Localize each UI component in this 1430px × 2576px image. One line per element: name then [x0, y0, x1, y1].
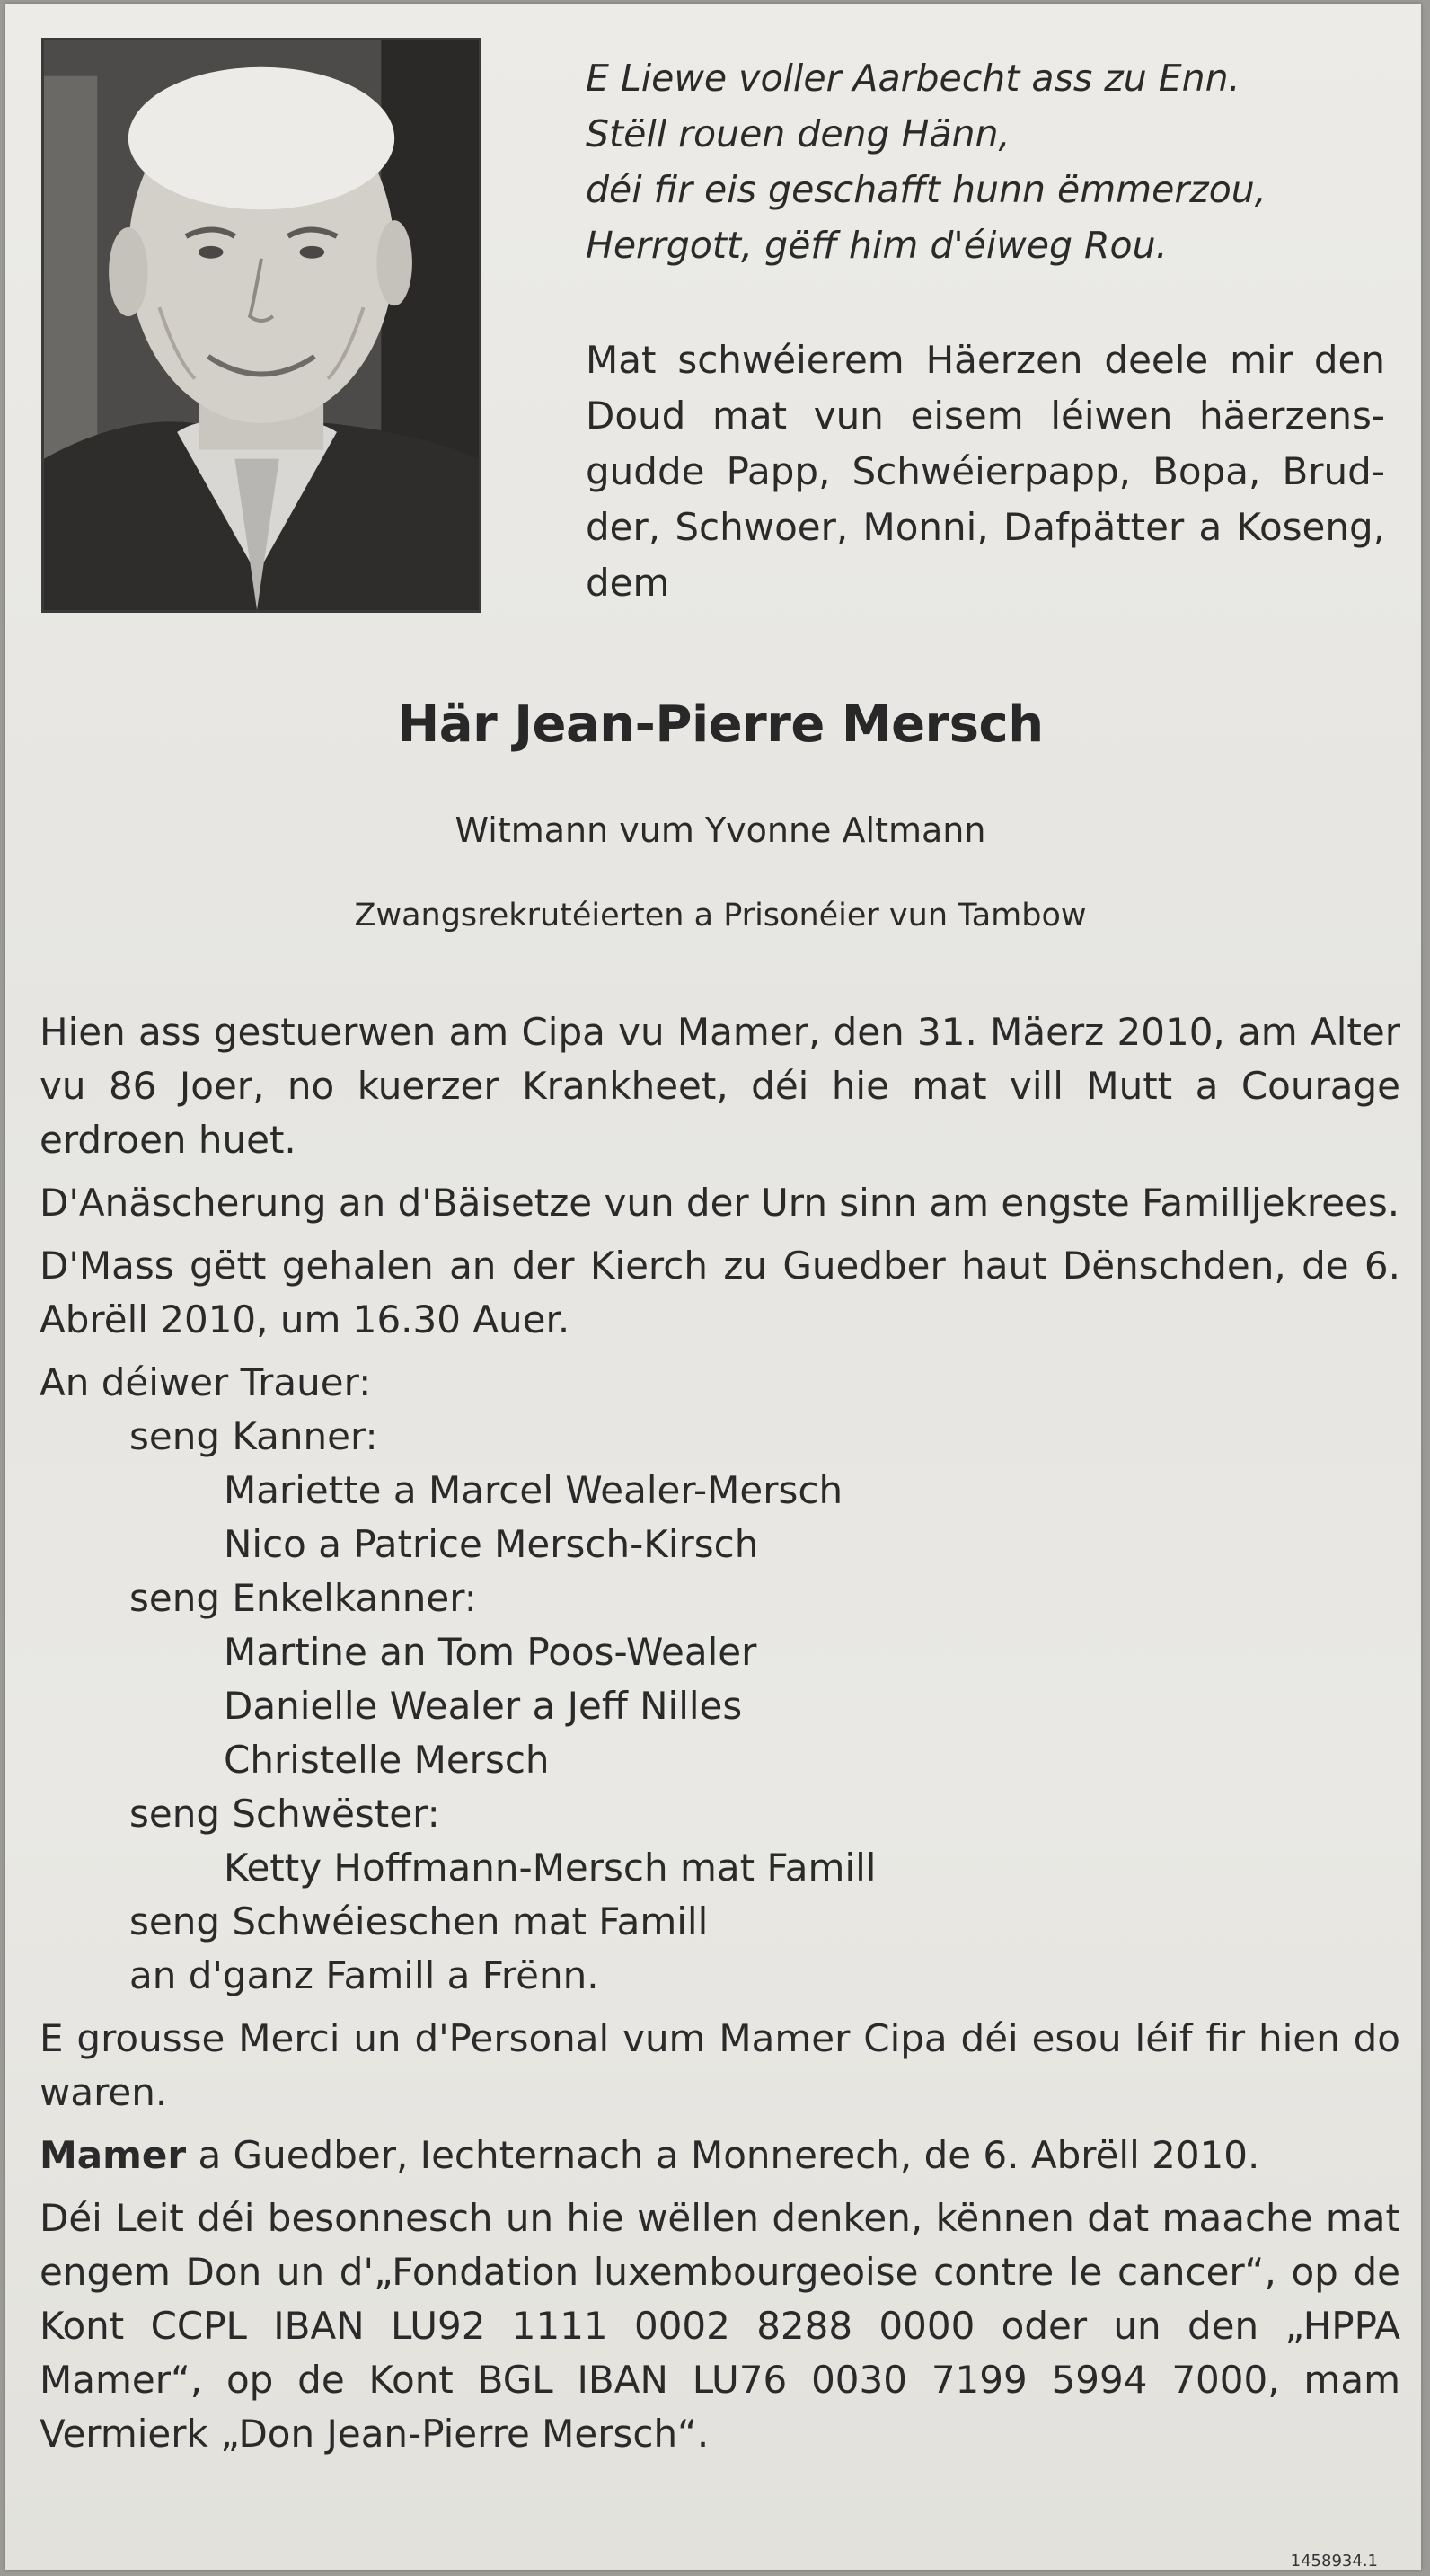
- place-bold: Mamer: [40, 2133, 187, 2177]
- notice-body: [40, 1005, 1400, 2470]
- thanks-paragraph: E grousse Merci un d'Personal vum Mamer Cipa déi esou léif fir hien do waren.: [40, 2016, 1400, 2114]
- place-date-line: [40, 2129, 1400, 2182]
- deceased-name: Här Jean-Pierre Mersch: [397, 695, 1044, 754]
- mass-paragraph: D'Mass gëtt gehalen an der Kierch zu Guedber haut Dënschden, de 6. Abrëll 2010, um 16.30 Auer.: [40, 1244, 1400, 1341]
- portrait-photo: [41, 38, 481, 613]
- donation-paragraph: Déi Leit déi besonnesch un hie wëllen denken, kënnen dat maache mat engem Don un d'„Fondation luxembourgeoise contre le cancer“, op de Kont CCPL IBAN LU92 1111 0002 8288 0000 oder un den „HPPA Mamer“, op de Kont BGL IBAN LU76 0030 7199 5994 7000, mam Vermierk „Don Jean-Pierre Mersch“.: [40, 2196, 1400, 2456]
- intro-text: Mat schwéierem Häerzen deele mir den Doud mat vun eisem léiwen häerzensgudde Papp, Schwéierpapp, Bopa, Brudder, Schwoer, Monni, Dafpätter a Koseng, dem: [586, 338, 1385, 605]
- place-rest: a Guedber, Iechternach a Monnerech, de 6. Abrëll 2010.: [186, 2133, 1260, 2177]
- mourner-extra: seng Schwéieschen mat Famill: [129, 1899, 709, 1943]
- mourner-name: Nico a Patrice Mersch-Kirsch: [224, 1522, 759, 1566]
- poem-line: Stëll rouen deng Hänn,: [586, 112, 1011, 155]
- prisoner-line: Zwangsrekrutéierten a Prisonéier vun Tambow: [354, 898, 1087, 934]
- poem-line: déi fir eis geschafft hunn ëmmerzou,: [586, 168, 1267, 211]
- reference-number: 1458934.1: [1290, 2552, 1378, 2571]
- poem-line: E Liewe voller Aarbecht ass zu Enn.: [586, 57, 1240, 100]
- mourner-extra: an d'ganz Famill a Frënn.: [129, 1953, 599, 1997]
- poem-line: Herrgott, gëff him d'éiweg Rou.: [586, 224, 1168, 267]
- mourner-name: Martine an Tom Poos-Wealer: [224, 1630, 757, 1674]
- cremation-paragraph: D'Anäscherung an d'Bäisetze vun der Urn sinn am engste Familljekrees.: [40, 1181, 1400, 1225]
- poem: [586, 50, 1394, 273]
- mourner-name: Mariette a Marcel Wealer-Mersch: [224, 1468, 843, 1512]
- mourner-name: Danielle Wealer a Jeff Nilles: [224, 1684, 743, 1728]
- mourners-heading: An déiwer Trauer:: [40, 1360, 372, 1404]
- death-paragraph: Hien ass gestuerwen am Cipa vu Mamer, den 31. Mäerz 2010, am Alter vu 86 Joer, no kuerzer Krankheet, déi hie mat vill Mutt a Courage erdroen huet.: [40, 1010, 1400, 1162]
- mourner-name: Christelle Mersch: [224, 1738, 550, 1782]
- children-label: seng Kanner:: [129, 1414, 378, 1458]
- grandchildren-label: seng Enkelkanner:: [129, 1576, 477, 1620]
- mourner-name: Ketty Hoffmann-Mersch mat Famill: [224, 1846, 877, 1890]
- widower-line: Witmann vum Yvonne Altmann: [455, 810, 986, 850]
- obituary-notice: [5, 4, 1421, 2570]
- sister-label: seng Schwëster:: [129, 1792, 440, 1836]
